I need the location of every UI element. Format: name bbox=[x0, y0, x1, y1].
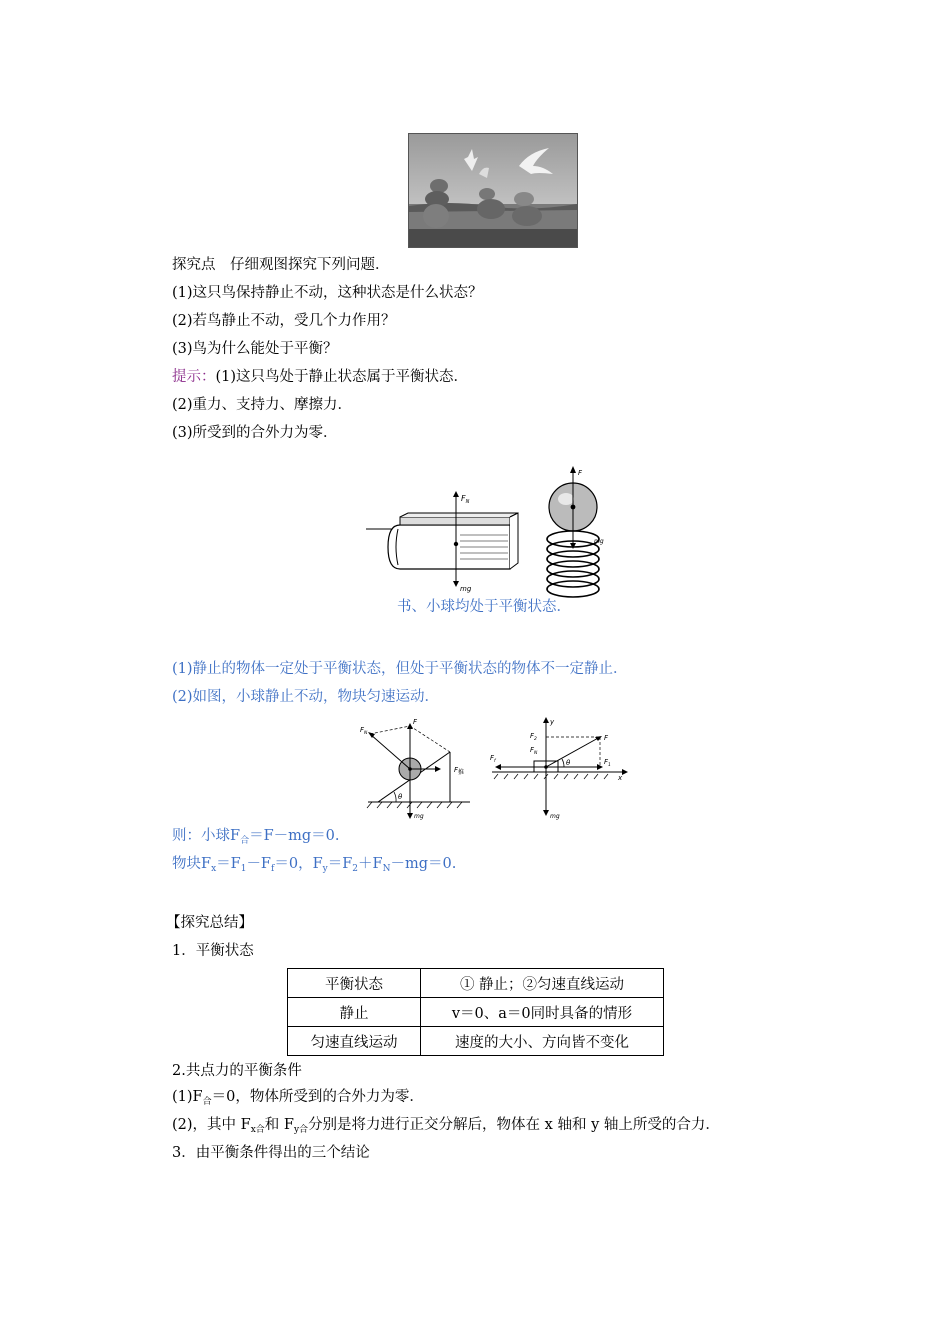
condition-2: (2)，其中 $F_{x合}$和 $F_{y合}$分别是将力进行正交分解后，物体在 x 轴和 y 轴上所受的合力． bbox=[172, 1117, 720, 1135]
label-f1: $F_1$ bbox=[604, 758, 611, 768]
figure-ball-block bbox=[350, 712, 640, 824]
table-cell: 平衡状态 bbox=[288, 969, 421, 998]
label-fn-2: $F_N$ bbox=[360, 726, 368, 736]
summary-section-1: 1．平衡状态 bbox=[172, 943, 254, 959]
ball-incline-diagram bbox=[360, 718, 470, 820]
block-diagram bbox=[490, 717, 628, 820]
hint-1: (1)这只鸟处于静止状态属于平衡状态． bbox=[215, 369, 469, 385]
label-mg-3: mg bbox=[550, 813, 560, 820]
table-cell: 匀速直线运动 bbox=[288, 1027, 421, 1056]
label-f-ball: F bbox=[578, 469, 583, 477]
label-mg-ball: mg bbox=[594, 538, 604, 545]
x-axis-label: x bbox=[618, 774, 623, 782]
summary-section-2: 2.共点力的平衡条件 bbox=[172, 1063, 302, 1079]
hint-3: (3)所受到的合外力为零． bbox=[172, 425, 338, 441]
figure-1-caption: 书、小球均处于平衡状态． bbox=[397, 599, 571, 615]
result-1: 则：小球$F_合=F-mg=0$. bbox=[172, 828, 340, 846]
label-fn: $F_N$ bbox=[461, 494, 470, 505]
label-f-2: F bbox=[413, 718, 418, 726]
table-cell: ① 静止；②匀速直线运动 bbox=[421, 969, 664, 998]
condition-1: $(1)F_合=0$，物体所受到的合外力为零． bbox=[172, 1089, 424, 1107]
hint-2: (2)重力、支持力、摩擦力． bbox=[172, 397, 353, 413]
y-axis-label: y bbox=[550, 718, 555, 726]
label-mg-book: mg bbox=[460, 585, 472, 593]
summary-section-3: 3．由平衡条件得出的三个结论 bbox=[172, 1145, 370, 1161]
label-f-push: F推 bbox=[454, 766, 465, 776]
table-row bbox=[288, 998, 664, 1027]
label-mg-2: mg bbox=[414, 813, 424, 820]
summary-heading: 【探究总结】 bbox=[166, 915, 253, 931]
note-2: (2)如图，小球静止不动，物块匀速运动． bbox=[172, 689, 440, 705]
hint-label: 提示： bbox=[172, 369, 216, 385]
bird-photo bbox=[408, 133, 578, 248]
question-1: (1)这只鸟保持静止不动，这种状态是什么状态？ bbox=[172, 285, 483, 301]
question-3: (3)鸟为什么能处于平衡？ bbox=[172, 341, 338, 357]
result-2: 物块$F_x=F_1-F_f=0$，$F_y=F_2+F_N-mg=0$. bbox=[172, 856, 457, 874]
table-cell: v＝0、a＝0同时具备的情形 bbox=[421, 998, 664, 1027]
table-cell: 速度的大小、方向皆不变化 bbox=[421, 1027, 664, 1056]
balance-state-table bbox=[287, 968, 664, 1056]
table-row bbox=[288, 969, 664, 998]
theta-label-2: θ bbox=[566, 759, 571, 767]
theta-label-1: θ bbox=[398, 793, 403, 801]
figure-book-ball bbox=[360, 463, 620, 603]
note-1: (1)静止的物体一定处于平衡状态，但处于平衡状态的物体不一定静止． bbox=[172, 661, 628, 677]
label-f-3: F bbox=[604, 734, 609, 742]
explore-title: 探究点 仔细观图探究下列问题． bbox=[172, 257, 390, 273]
hint-line-1 bbox=[172, 368, 468, 386]
question-2: (2)若鸟静止不动，受几个力作用？ bbox=[172, 313, 396, 329]
label-f2: $F_2$ bbox=[530, 732, 537, 742]
table-row bbox=[288, 1027, 664, 1056]
table-cell: 静止 bbox=[288, 998, 421, 1027]
label-fn-3: $F_N$ bbox=[530, 746, 538, 756]
label-ff: $F_f$ bbox=[490, 754, 496, 764]
bird-photo-image bbox=[409, 134, 577, 247]
